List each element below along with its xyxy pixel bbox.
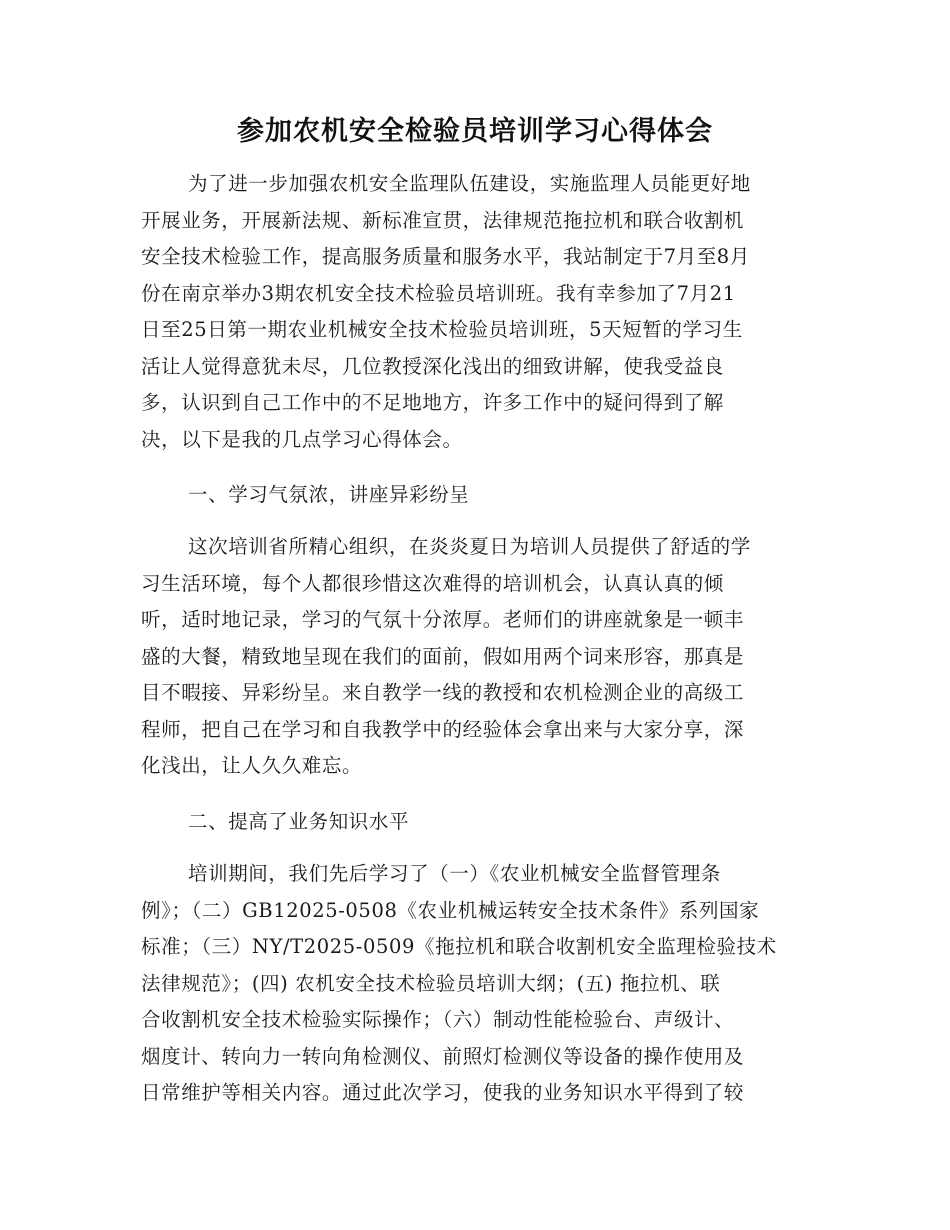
paragraph-line: 例》；（二）GB12025-0508《农业机械运转安全技术条件》系列国家	[141, 898, 760, 922]
document-title: 参加农机安全检验员培训学习心得体会	[237, 116, 713, 147]
paragraph-line: 开展业务，开展新法规、新标准宣贯，法律规范拖拉机和联合收割机	[141, 208, 745, 232]
paragraph-line: 安全技术检验工作，提高服务质量和服务水平，我站制定于7月至8月	[141, 245, 750, 268]
paragraph-line: 程师，把自己在学习和自我教学中的经验体会拿出来与大家分享，深	[141, 717, 745, 741]
paragraph-line: 习生活环境，每个人都很珍惜这次难得的培训机会，认真认真的倾	[141, 571, 724, 595]
paragraph-line: 决，以下是我的几点学习心得体会。	[141, 427, 463, 451]
paragraph-line: 目不暇接、异彩纷呈。来自教学一线的教授和农机检测企业的高级工	[141, 681, 745, 704]
paragraph-line: 盛的大餐，精致地呈现在我们的面前，假如用两个词来形容，那真是	[141, 644, 745, 668]
paragraph-line: 标准；（三）NY/T2025-0509《拖拉机和联合收割机安全监理检验技术	[141, 935, 777, 958]
paragraph-line: 活让人觉得意犹未尽，几位教授深化浅出的细致讲解，使我受益良	[141, 354, 724, 378]
paragraph-line: 培训期间，我们先后学习了（一）《农业机械安全监督管理条	[188, 862, 721, 885]
paragraph-line: 份在南京举办3期农机安全技术检验员培训班。我有幸参加了7月21	[141, 281, 736, 305]
paragraph-intro	[141, 166, 821, 458]
section-heading-2: 二、提高了业务知识水平	[188, 810, 410, 833]
paragraph-line: 多，认识到自己工作中的不足地地方，许多工作中的疑问得到了解	[141, 391, 724, 414]
section-heading-1: 一、学习气氛浓，讲座异彩纷呈	[188, 483, 470, 506]
paragraph-line: 为了进一步加强农机安全监理队伍建设，实施监理人员能更好地	[188, 172, 751, 195]
paragraph-line: 烟度计、转向力一转向角检测仪、前照灯检测仪等设备的操作使用及	[141, 1044, 745, 1068]
paragraph-section-2	[141, 856, 821, 1112]
paragraph-line: 化浅出，让人久久难忘。	[141, 754, 363, 777]
paragraph-line: 日至25日第一期农业机械安全技术检验员培训班，5天短暂的学习生	[141, 318, 743, 341]
paragraph-line: 合收割机安全技术检验实际操作；（六）制动性能检验台、声级计、	[141, 1008, 735, 1031]
paragraph-line: 法律规范》；(四) 农机安全技术检验员培训大纲；(五) 拖拉机、联	[141, 971, 721, 995]
paragraph-section-1	[141, 529, 821, 785]
paragraph-line: 这次培训省所精心组织，在炎炎夏日为培训人员提供了舒适的学	[188, 535, 751, 558]
paragraph-line: 听，适时地记录，学习的气氛十分浓厚。老师们的讲座就象是一顿丰	[141, 608, 745, 631]
paragraph-line: 日常维护等相关内容。通过此次学习，使我的业务知识水平得到了较	[141, 1081, 745, 1104]
